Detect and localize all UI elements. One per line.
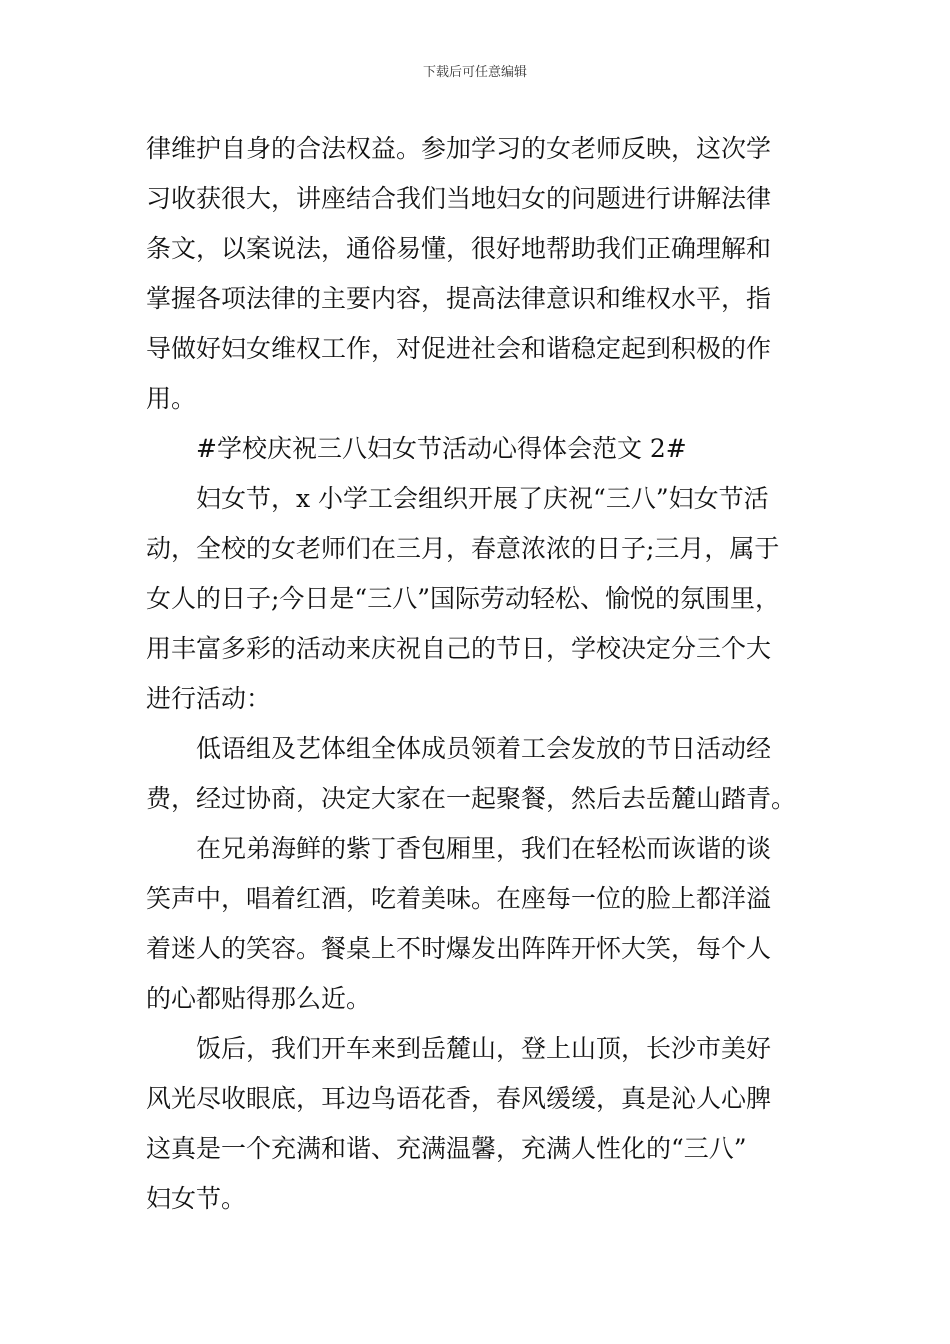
text-line: 这真是一个充满和谐、充满温馨，充满人性化的“三八” <box>146 1134 747 1163</box>
text-line: 进行活动： <box>146 684 272 713</box>
text-line: 导做好妇女维权工作，对促进社会和谐稳定起到积极的作 <box>146 334 772 363</box>
text-line: 掌握各项法律的主要内容，提高法律意识和维权水平，指 <box>146 284 772 313</box>
text-line: 女人的日子;今日是“三八”国际劳动轻松、愉悦的氛围里， <box>146 584 780 613</box>
text-line: 妇女节。 <box>146 1184 247 1213</box>
text-line: 用。 <box>146 384 197 413</box>
text-line: 饭后，我们开车来到岳麓山，登上山顶，长沙市美好 <box>196 1034 772 1063</box>
text-line: 低语组及艺体组全体成员领着工会发放的节日活动经 <box>196 734 772 763</box>
text-line: 用丰富多彩的活动来庆祝自己的节日，学校决定分三个大 <box>146 634 772 663</box>
text-line: #学校庆祝三八妇女节活动心得体会范文 2# <box>196 434 687 463</box>
text-line: 费，经过协商，决定大家在一起聚餐，然后去岳麓山踏青。 <box>146 784 797 813</box>
text-line: 的心都贴得那么近。 <box>146 984 372 1013</box>
text-line: 着迷人的笑容。餐桌上不时爆发出阵阵开怀大笑，每个人 <box>146 934 772 963</box>
text-line: 笑声中，唱着红酒，吃着美味。在座每一位的脸上都洋溢 <box>146 884 772 913</box>
body-text <box>146 124 806 1224</box>
text-line: 妇女节，x 小学工会组织开展了庆祝“三八”妇女节活 <box>196 484 769 513</box>
page-header: 下载后可任意编辑 <box>422 65 527 80</box>
text-line: 风光尽收眼底，耳边鸟语花香，春风缓缓，真是沁人心脾 <box>146 1084 772 1113</box>
text-line: 动，全校的女老师们在三月，春意浓浓的日子;三月，属于 <box>146 534 780 563</box>
text-line: 律维护自身的合法权益。参加学习的女老师反映，这次学 <box>146 134 772 163</box>
text-line: 在兄弟海鲜的紫丁香包厢里，我们在轻松而诙谐的谈 <box>196 834 772 863</box>
text-line: 条文，以案说法，通俗易懂，很好地帮助我们正确理解和 <box>146 234 772 263</box>
text-line: 习收获很大，讲座结合我们当地妇女的问题进行讲解法律 <box>146 184 772 213</box>
